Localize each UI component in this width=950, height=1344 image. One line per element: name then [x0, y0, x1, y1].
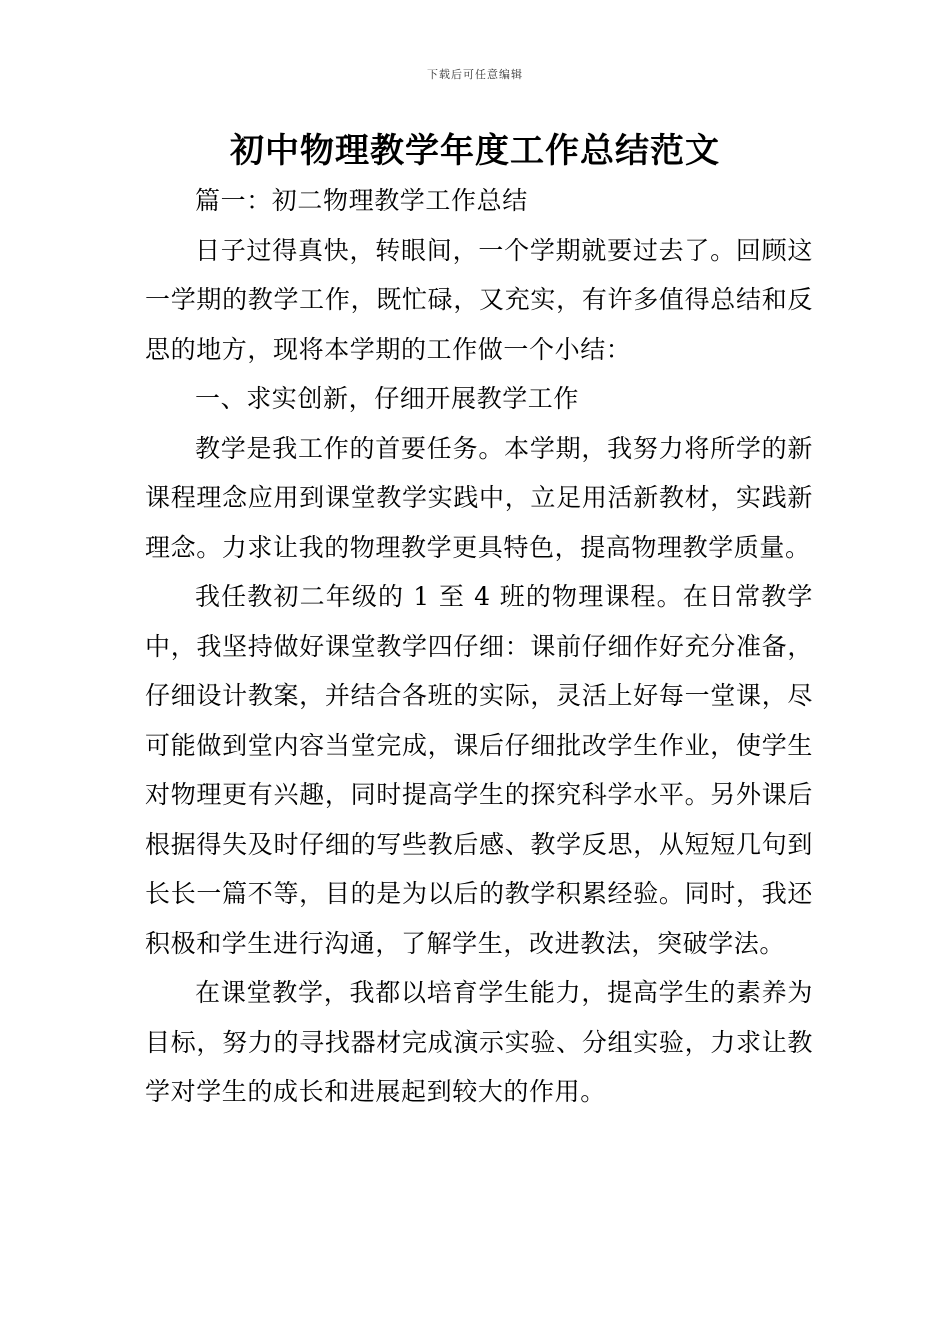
body-paragraph: 教学是我工作的首要任务。本学期，我努力将所学的新课程理念应用到课堂教学实践中，立足用活新教材，实践新理念。力求让我的物理教学更具特色，提高物理教学质量。: [145, 433, 813, 562]
body-paragraph: 在课堂教学，我都以培育学生能力，提高学生的素养为目标，努力的寻找器材完成演示实验、分组实验，力求让教学对学生的成长和进展起到较大的作用。: [145, 978, 813, 1106]
document-body: [145, 176, 813, 1117]
subsection-heading: 一、求实创新，仔细开展教学工作: [195, 384, 580, 413]
header-note: 下载后可任意编辑: [427, 68, 523, 81]
section-heading: 篇一：初二物理教学工作总结: [195, 186, 528, 215]
body-paragraph: 我任教初二年级的 1 至 4 班的物理课程。在日常教学中，我坚持做好课堂教学四仔细：课前仔细作好充分准备，仔细设计教案，并结合各班的实际，灵活上好每一堂课，尽可能做到堂内容当堂完成，课后仔细批改学生作业，使学生对物理更有兴趣，同时提高学生的探究科学水平。另外课后根据得失及时仔细的写些教后感、教学反思，从短短几句到长长一篇不等，目的是为以后的教学积累经验。同时，我还积极和学生进行沟通，了解学生，改进教法，突破学法。: [145, 582, 813, 958]
document-title: 初中物理教学年度工作总结范文: [230, 131, 720, 171]
body-paragraph: 日子过得真快，转眼间，一个学期就要过去了。回顾这一学期的教学工作，既忙碌，又充实，有许多值得总结和反思的地方，现将本学期的工作做一个小结：: [145, 235, 813, 364]
